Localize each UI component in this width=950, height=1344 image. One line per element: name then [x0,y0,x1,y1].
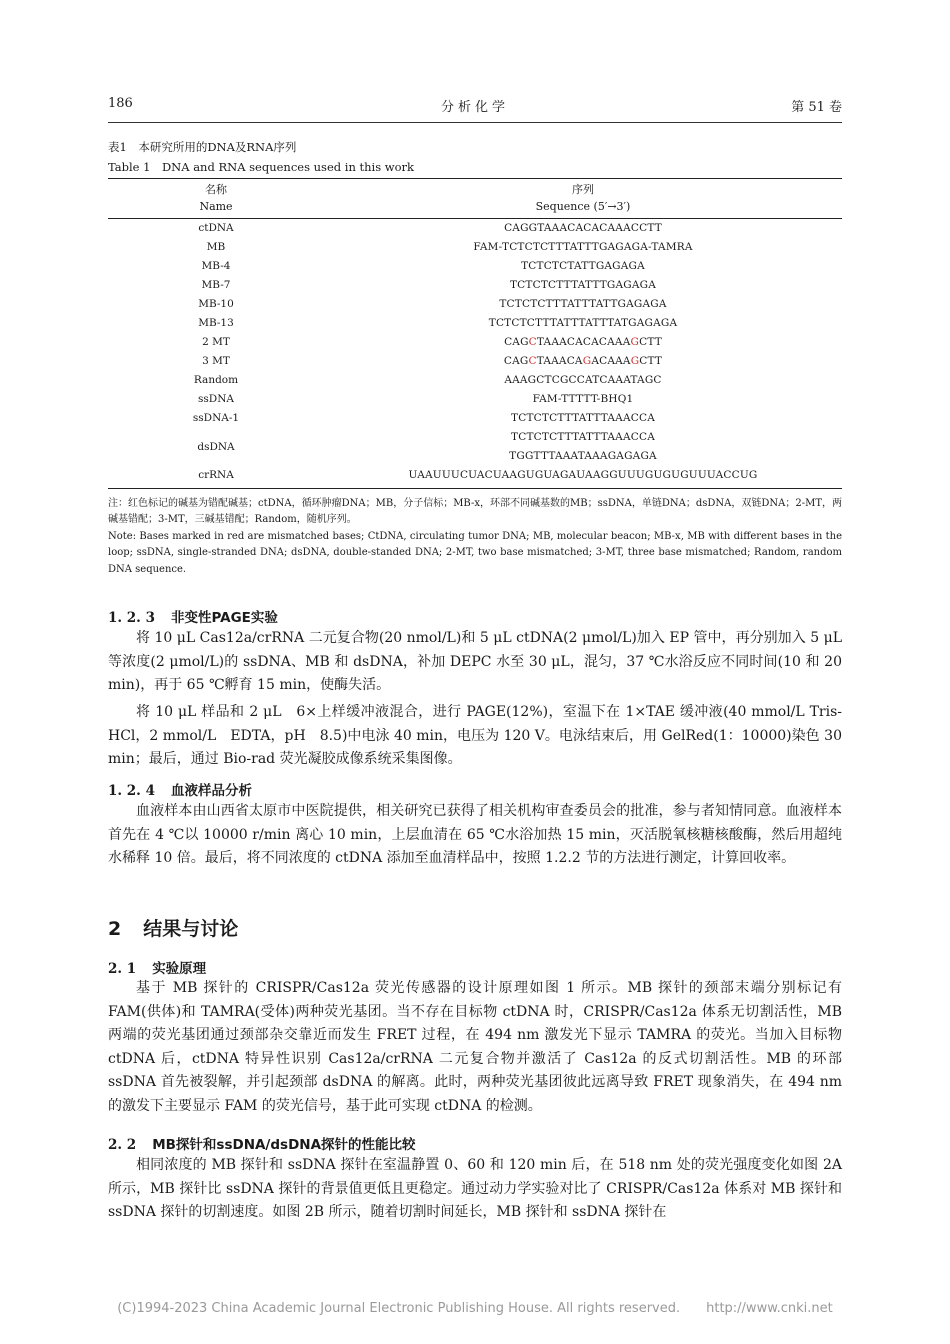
mismatch-base: C [528,355,537,367]
col-name-en: Name [199,200,233,213]
row-sequence: TCTCTCTTTATTTAAACCA [511,412,655,424]
column-header-name [168,181,264,215]
heading-2-1: 2. 1 实验原理 [108,961,207,977]
table-bottom-rule [108,488,842,489]
note-en: Note: Bases marked in red are mismatched bases; CtDNA, circulating tumor DNA; MB, molecular beacon; MB-x, MB with different bases in the loop; ssDNA, single-stranded DNA; dsDNA, double-standed DNA; 2-MT, two base mismatched; 3-MT, three base mismatched; Random, random DNA sequence. [108,530,842,575]
row-name: MB-10 [198,298,234,310]
mismatch-base: C [528,336,537,348]
header-rule [108,122,842,123]
row-sequence: TCTCTCTTTATTTATTTATGAGAGA [488,317,678,329]
mismatch-base: G [630,355,640,367]
col-seq-cn: 序列 [572,183,594,196]
table-row [108,469,842,488]
table-row [108,431,842,469]
table-row [108,336,842,355]
table-notes [108,496,842,578]
table-row [108,374,842,393]
copyright-footer: (C)1994-2023 China Academic Journal Electronic Publishing House. All rights reserved. http://www.cnki.net [117,1301,833,1316]
row-sequence: FAM-TCTCTCTTTATTTGAGAGA-TAMRA [473,241,693,253]
table-row [108,241,842,260]
table-row [108,412,842,431]
row-name: ctDNA [198,222,234,234]
table-row [108,317,842,336]
mismatch-base: G [582,355,592,367]
col-seq-en: Sequence (5′→3′) [535,200,631,213]
paragraph-1-2-4: 血液样本由山西省太原市中医院提供，相关研究已获得了相关机构审查委员会的批准，参与者知情同意。血液样本首先在 4 ℃以 10000 r/min 离心 10 min，上层血清在 65 ℃水浴加热 15 min，灭活脱氧核糖核酸酶，然后用超纯水稀释 10 倍。最后，将不同浓度的 ctDNA 添加至血清样品中，按照 1.2.2 节的方法进行测定，计算回收率。 [108,803,842,866]
table-row [108,260,842,279]
row-sequence: FAM-TTTTT-BHQ1 [532,393,634,405]
row-sequence: CAGCTAAACACACAAAGCTT [504,336,662,348]
col-name-cn: 名称 [205,183,227,196]
row-sequence: AAAGCTCGCCATCAAATAGC [504,374,662,386]
paragraph-1-2-3-b: 将 10 μL 样品和 2 μL 6×上样缓冲液混合，进行 PAGE(12%)，室温下在 1×TAE 缓冲液(40 mmol/L Tris-HCl，2 mmol/L EDTA，pH 8.5)中电泳 40 min，电压为 120 V。电泳结束后，用 GelRed(1：10000)染色 30 min；最后，通过 Bio-rad 荧光凝胶成像系统采集图像。 [108,704,842,767]
journal-title: 分析化学 [440,100,509,115]
row-name: 3 MT [202,355,230,367]
paragraph-1-2-3-a: 将 10 μL Cas12a/crRNA 二元复合物(20 nmol/L)和 5 μL ctDNA(2 μmol/L)加入 EP 管中，再分别加入 5 μL 等浓度(2 μmol/L)的 ssDNA、MB 和 dsDNA，补加 DEPC 水至 30 μL，混匀，37 ℃水浴反应不同时间(10 和 20 min)，再于 65 ℃孵育 15 min，使酶失活。 [108,630,842,693]
table-header-rule [108,218,842,219]
paragraph-2-1: 基于 MB 探针的 CRISPR/Cas12a 荧光传感器的设计原理如图 1 所示。MB 探针的颈部末端分别标记有 FAM(供体)和 TAMRA(受体)两种荧光基团。当不存在目标物 ctDNA 时，CRISPR/Cas12a 体系无切割活性，MB 两端的荧光基团通过颈部杂交靠近而发生 FRET 过程，在 494 nm 激发光下显示 TAMRA 的荧光。当加入目标物 ctDNA 后，ctDNA 特异性识别 Cas12a/crRNA 二元复合物并激活了 Cas12a 的反式切割活性。MB 的环部 ssDNA 首先被裂解，并引起颈部 dsDNA 的解离。此时，两种荧光基团彼此远离导致 FRET 现象消失，在 494 nm 的激发下主要显示 FAM 的荧光信号，基于此可实现 ctDNA 的检测。 [108,980,842,1114]
table-row [108,222,842,241]
table-caption-cn: 表1 本研究所用的DNA及RNA序列 [108,140,297,154]
row-name: ssDNA [198,393,234,405]
row-sequence: TCTCTCTATTGAGAGA [521,260,645,272]
paragraph-2-2: 相同浓度的 MB 探针和 ssDNA 探针在室温静置 0、60 和 120 min 后，在 518 nm 处的荧光强度变化如图 2A 所示，MB 探针比 ssDNA 探针的背景值更低且更稳定。通过动力学实验对比了 CRISPR/Cas12a 体系对 MB 探针和 ssDNA 探针的切割速度。如图 2B 所示，随着切割时间延长，MB 探针和 ssDNA 探针在 [108,1157,842,1220]
heading-1-2-3: 1. 2. 3 非变性PAGE实验 [108,610,278,626]
row-sequence: TCTCTCTTTATTTAAACCA [511,431,655,443]
heading-2: 2 结果与讨论 [108,918,239,940]
row-sequence: CAGGTAAACACACAAACCTT [504,222,662,234]
row-name: crRNA [198,469,234,481]
row-sequence: CAGCTAAACAGACAAAGCTT [503,355,663,367]
row-sequence: TCTCTCTTTATTTGAGAGA [509,279,657,291]
row-name: dsDNA [197,440,235,453]
row-name: Random [193,374,239,386]
column-header-sequence [483,181,683,215]
heading-1-2-4: 1. 2. 4 血液样品分析 [108,783,252,799]
row-name: MB-7 [201,279,231,291]
row-sequence-2: TGGTTTAAATAAAGAGAGA [509,450,657,462]
note-cn: 注：红色标记的碱基为错配碱基；ctDNA，循环肿瘤DNA；MB，分子信标；MB-x，环部不同碱基数的MB；ssDNA，单链DNA；dsDNA，双链DNA；2-MT，两碱基错配；3-MT，三碱基错配；Random，随机序列。 [108,498,842,526]
table-row [108,355,842,374]
table-top-rule [108,178,842,179]
row-name: MB-13 [198,317,234,329]
heading-2-2: 2. 2 MB探针和ssDNA/dsDNA探针的性能比较 [108,1137,416,1153]
mismatch-base: G [630,336,640,348]
row-name: MB [206,241,226,253]
page-number: 186 [108,96,133,111]
table-caption-en: Table 1 DNA and RNA sequences used in this work [108,160,415,174]
row-name: MB-4 [201,260,231,272]
row-name: ssDNA-1 [192,412,240,424]
running-header [108,96,842,116]
table-row [108,298,842,317]
row-sequence: UAAUUUCUACUAAGUGUAGAUAAGGUUUGUGUGUUUACCUG [408,469,758,481]
row-sequence: TCTCTCTTTATTTATTGAGAGA [499,298,667,310]
table-row [108,393,842,412]
row-name: 2 MT [202,336,230,348]
table-row [108,279,842,298]
volume-label: 第 51 卷 [791,100,842,115]
